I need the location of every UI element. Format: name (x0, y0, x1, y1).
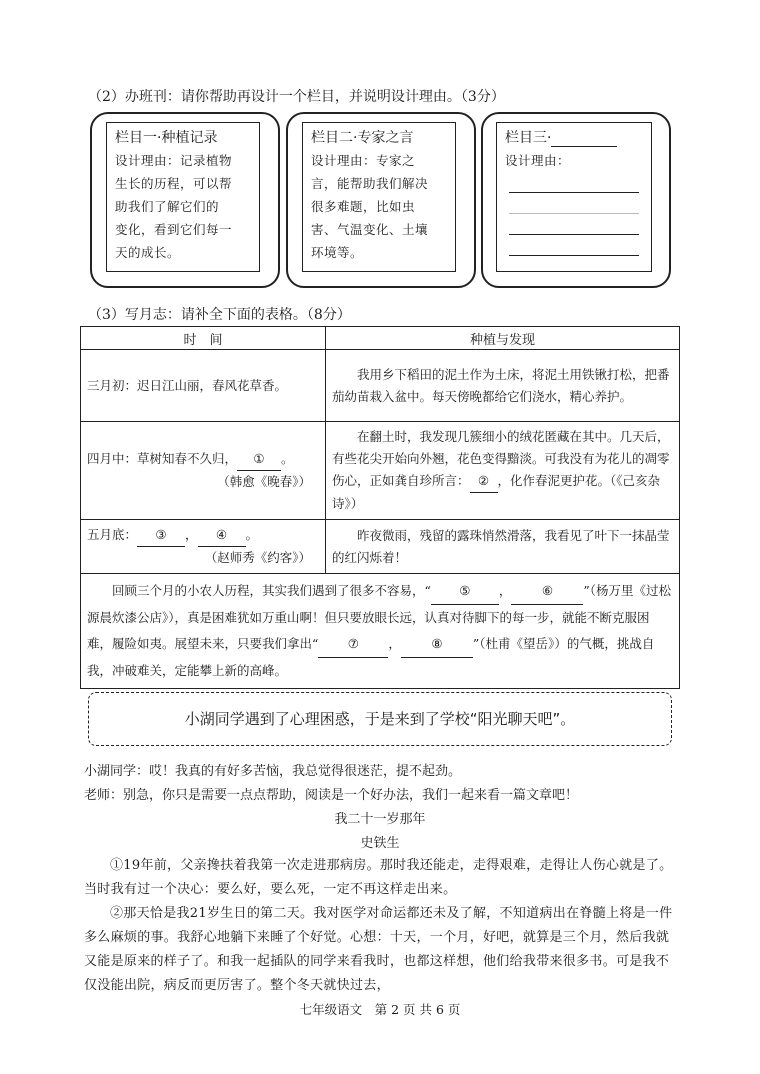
blank-1[interactable]: ① (237, 448, 281, 471)
row-2-time: 四月中：草树知春不久归， ① 。 （韩愈《晚春》） (81, 422, 326, 520)
article-author: 史铁生 (360, 836, 400, 851)
column-1-reason-line: 天的成长。 (115, 245, 181, 260)
row-3-time: 五月底： ③ ， ④ 。 （赵师秀《约客》） (81, 520, 326, 574)
column-1-reason-line: 生长的历程，可以帮 (115, 176, 233, 191)
dialog-teacher: 老师：别急，你只是需要一点点帮助，阅读是一个好办法，我们一起来看一篇文章吧！ (84, 788, 579, 803)
blank-3[interactable]: ③ (137, 524, 185, 547)
column-1-reason-line: 设计理由：记录植物 (115, 153, 233, 168)
header-planting: 种植与发现 (326, 327, 680, 350)
answer-line[interactable] (509, 193, 639, 214)
row-1-content: 我用乡下稻田的泥土作为土床，将泥土用铁锹打松，把番茄幼苗栽入盆中。每天傍晚都给它们浇水，精心养护。 (326, 350, 680, 422)
column-2-reason-line: 害、气温变化、土壤 (311, 222, 429, 237)
blank-2[interactable]: ② (470, 470, 498, 493)
blank-8[interactable]: ⑧ (401, 631, 473, 658)
column-1-reason-line: 变化，看到它们每一 (115, 222, 233, 237)
question-2: （2）办班刊：请你帮助再设计一个栏目，并说明设计理由。（3分） (88, 89, 505, 105)
article-title: 我二十一岁那年 (334, 812, 426, 827)
answer-line[interactable] (509, 235, 639, 256)
header-time: 时 间 (81, 327, 326, 350)
scenario-banner: 小湖同学遇到了心理困惑，于是来到了学校“阳光聊天吧”。 (88, 692, 672, 746)
blank-5[interactable]: ⑤ (431, 578, 499, 605)
column-3-name-blank[interactable] (551, 130, 617, 147)
column-2-reason-line: 环境等。 (311, 245, 364, 260)
column-2-reason-line: 设计理由：专家之 (311, 153, 416, 168)
column-3-reason-label: 设计理由： (505, 153, 571, 168)
column-card-3-inner (496, 122, 652, 272)
blank-6[interactable]: ⑥ (511, 578, 583, 605)
article-paragraph-1: ①19年前，父亲搀扶着我第一次走进那病房。那时我还能走，走得艰难，走得让人伤心就是了。当时我有过一个决心：要么好，要么死，一定不再这样走出来。 (84, 858, 673, 897)
blank-4[interactable]: ④ (198, 524, 246, 547)
answer-line[interactable] (509, 172, 639, 193)
row-1-time: 三月初：迟日江山丽，春风花草香。 (81, 350, 326, 422)
answer-line[interactable] (509, 214, 639, 235)
row-3-content: 昨夜微雨，残留的露珠悄然滑落，我看见了叶下一抹晶莹的红闪烁着！ (326, 520, 680, 574)
article-paragraph-2: ②那天恰是我21岁生日的第二天。我对医学对命运都还未及了解，不知道病出在脊髓上将是一件多么麻烦的事。我舒心地躺下来睡了个好觉。心想：十天，一个月，好吧，就算是三个月，然后我就又能是原来的样子了。和我一起插队的同学来看我时，也都这样想，他们给我带来很多书。可是我不仅没能出院，病反而更厉害了。整个冬天就快过去， (84, 906, 673, 993)
row-3-source: （赵师秀《约客》） (204, 550, 311, 565)
column-1-reason-line: 助我们了解它们的 (115, 199, 220, 214)
dialog-student: 小湖同学：哎！我真的有好多苦恼，我总觉得很迷茫，提不起劲。 (84, 764, 462, 779)
column-2-reason-line: 很多难题，比如虫 (311, 199, 416, 214)
blank-7[interactable]: ⑦ (318, 631, 388, 658)
monthly-log-table (80, 326, 680, 689)
column-3-title: 栏目三· (505, 130, 552, 146)
column-card-2-inner (302, 122, 456, 272)
column-2-reason-line: 言，能帮助我们解决 (311, 176, 429, 191)
row-2-source: （韩愈《晚春》） (217, 474, 311, 489)
question-3: （3）写月志：请补全下面的表格。（8分） (88, 307, 351, 323)
column-2-title: 栏目二·专家之言 (311, 130, 414, 146)
page-footer: 七年级语文 第 2 页 共 6 页 (299, 1002, 461, 1017)
row-2-content: 在翻土时，我发现几簇细小的绒花匿藏在其中。几天后，有些花尖开始向外翘，花色变得黯淡。可我没有为花儿的凋零伤心，正如龚自珍所言： ② ，化作春泥更护花。（《己亥杂诗》） (326, 422, 680, 520)
column-1-title: 栏目一·种植记录 (115, 130, 218, 146)
summary-cell: 回顾三个月的小农人历程，其实我们遇到了很多不容易，“ ⑤ ， ⑥ ”（杨万里《过松源晨炊漆公店》），真是困难犹如万重山啊！但只要放眼长远，认真对待脚下的每一步，就能不断克服困难，履险如夷。展望未来，只要我们拿出“ ⑦ ， ⑧ ”（杜甫《望岳》）的气概，挑战自我，冲破难关，定能攀上新的高峰。 (81, 574, 680, 689)
column-card-1-inner (106, 122, 260, 272)
